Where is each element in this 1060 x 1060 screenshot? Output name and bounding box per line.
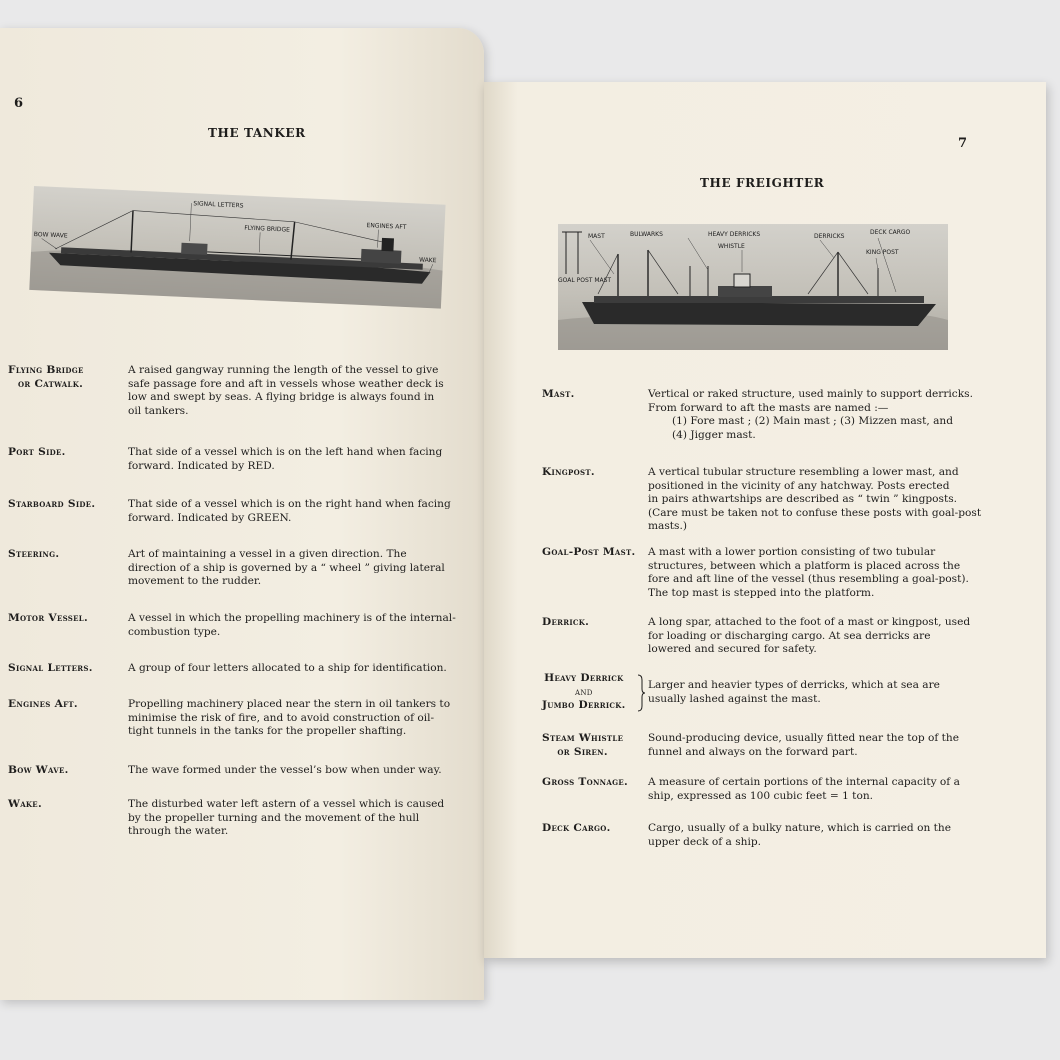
def-line: in pairs athwartships are described as “ twin ” kingposts. — [648, 493, 958, 506]
label-derricks: DERRICKS — [814, 233, 845, 240]
def-line: Larger and heavier types of derricks, which at sea are — [648, 679, 940, 691]
def-line: Art of maintaining a vessel in a given direction. The — [128, 548, 407, 560]
def-line: The wave formed under the vessel’s bow when under way. — [128, 764, 442, 776]
def-line: A raised gangway running the length of the vessel to give — [128, 364, 439, 376]
term-line: Starboard Side. — [8, 498, 96, 510]
def-line: for loading or discharging cargo. At sea derricks are — [648, 629, 931, 642]
right-page — [484, 82, 1046, 958]
label-heavy-derricks: HEAVY DERRICKS — [708, 231, 761, 238]
term-line: Steam Whistle — [542, 732, 624, 744]
def-line: positioned in the vicinity of any hatchway. Posts erected — [648, 479, 950, 492]
def-line: minimise the risk of fire, and to avoid construction of oil- — [128, 711, 435, 724]
page-title-tanker: THE TANKER — [208, 126, 306, 140]
freighter-illustration — [558, 224, 948, 350]
def-line: (Care must be taken not to confuse these posts with goal-post — [648, 506, 982, 519]
term-line: Derrick. — [542, 616, 590, 628]
def-line: by the propeller turning and the movement of the hull — [128, 811, 420, 824]
def-line: The disturbed water left astern of a vessel which is caused — [128, 798, 445, 810]
term-line: Goal-Post Mast. — [542, 546, 636, 558]
def-line: low and swept by seas. A flying bridge is always found in — [128, 391, 435, 404]
def-line: A mast with a lower portion consisting of two tubular — [648, 546, 936, 558]
def-line: safe passage fore and aft in vessels whose weather deck is — [128, 377, 444, 390]
tanker-illustration — [29, 186, 445, 309]
label-signal-letters: SIGNAL LETTERS — [193, 200, 244, 210]
def-line: Vertical or raked structure, used mainly to support derricks. — [648, 388, 973, 400]
page-title-freighter: THE FREIGHTER — [700, 176, 825, 190]
page-number-right: 7 — [958, 136, 968, 151]
def-line: Propelling machinery placed near the stern in oil tankers to — [128, 698, 451, 710]
def-line: (1) Fore mast ; (2) Main mast ; (3) Mizzen mast, and — [672, 415, 953, 428]
label-whistle: WHISTLE — [718, 243, 745, 250]
def-line: A vessel in which the propelling machinery is of the internal- — [128, 612, 456, 624]
def-line: forward. Indicated by GREEN. — [128, 511, 292, 524]
label-goal-post-mast: GOAL POST MAST — [558, 277, 612, 284]
def-line: tight tunnels in the tanks for the propeller shafting. — [128, 725, 407, 738]
term-line: Kingpost. — [542, 466, 595, 478]
tanker-ship-drawing — [29, 186, 445, 309]
def-line: movement to the rudder. — [128, 575, 262, 588]
def-line: through the water. — [128, 825, 229, 838]
label-deck-cargo: DECK CARGO — [870, 229, 911, 236]
def-line: That side of a vessel which is on the right hand when facing — [128, 498, 451, 510]
def-line: usually lashed against the mast. — [648, 692, 821, 705]
term-line: Motor Vessel. — [8, 612, 88, 624]
term-line: Heavy Derrick — [544, 672, 624, 684]
label-wake: WAKE — [418, 256, 437, 265]
term-line: or Catwalk. — [18, 377, 84, 390]
def-line: Sound-producing device, usually fitted near the top of the — [648, 732, 960, 744]
term-line: Signal Letters. — [8, 662, 93, 674]
term-line: Flying Bridge — [8, 364, 84, 376]
def-line: A long spar, attached to the foot of a mast or kingpost, used — [648, 616, 971, 628]
def-line: structures, between which a platform is placed across the — [648, 559, 961, 572]
def-line: (4) Jigger mast. — [672, 428, 756, 441]
def-line: forward. Indicated by RED. — [128, 459, 275, 472]
def-line: upper deck of a ship. — [648, 835, 762, 848]
def-line: combustion type. — [128, 625, 221, 638]
def-line: direction of a ship is governed by a “ wheel ” giving lateral — [128, 561, 445, 574]
term-line: Mast. — [542, 388, 575, 400]
term-line: or Siren. — [557, 745, 608, 758]
term-line: Engines Aft. — [8, 698, 78, 710]
brace-icon — [636, 674, 646, 712]
def-line: funnel and always on the forward part. — [648, 745, 858, 758]
label-king-post: KING POST — [866, 249, 899, 256]
def-line: fore and aft line of the vessel (thus resembling a goal-post). — [648, 573, 969, 586]
def-line: A measure of certain portions of the internal capacity of a — [648, 776, 960, 788]
def-line: lowered and secured for safety. — [648, 643, 817, 656]
term-line: Port Side. — [8, 446, 66, 458]
term-line: Wake. — [8, 798, 42, 810]
label-mast: MAST — [588, 233, 605, 240]
def-line: Cargo, usually of a bulky nature, which is carried on the — [648, 822, 952, 834]
def-line: oil tankers. — [128, 404, 189, 417]
label-engines-aft: ENGINES AFT — [366, 222, 407, 231]
def-line: From forward to aft the masts are named :— — [648, 401, 889, 414]
term-line: Steering. — [8, 548, 60, 560]
label-bow-wave: BOW WAVE — [33, 231, 68, 240]
def-line: A vertical tubular structure resembling a lower mast, and — [648, 466, 959, 478]
def-line: That side of a vessel which is on the left hand when facing — [128, 446, 443, 458]
def-line: The top mast is stepped into the platform. — [648, 586, 875, 599]
term-line: Gross Tonnage. — [542, 776, 629, 788]
def-line: ship, expressed as 100 cubic feet = 1 ton. — [648, 789, 874, 802]
label-bulwarks: BULWARKS — [630, 231, 663, 238]
page-number-left: 6 — [14, 96, 24, 111]
left-page — [0, 28, 484, 1000]
freighter-ship-drawing — [558, 224, 948, 350]
label-flying-bridge: FLYING BRIDGE — [244, 224, 291, 234]
term-line: Deck Cargo. — [542, 822, 611, 834]
def-line: A group of four letters allocated to a ship for identification. — [128, 662, 447, 674]
term-line: Jumbo Derrick. — [542, 699, 626, 712]
term-line: Bow Wave. — [8, 764, 69, 776]
def-line: masts.) — [648, 520, 687, 533]
term-line: and — [574, 685, 593, 698]
